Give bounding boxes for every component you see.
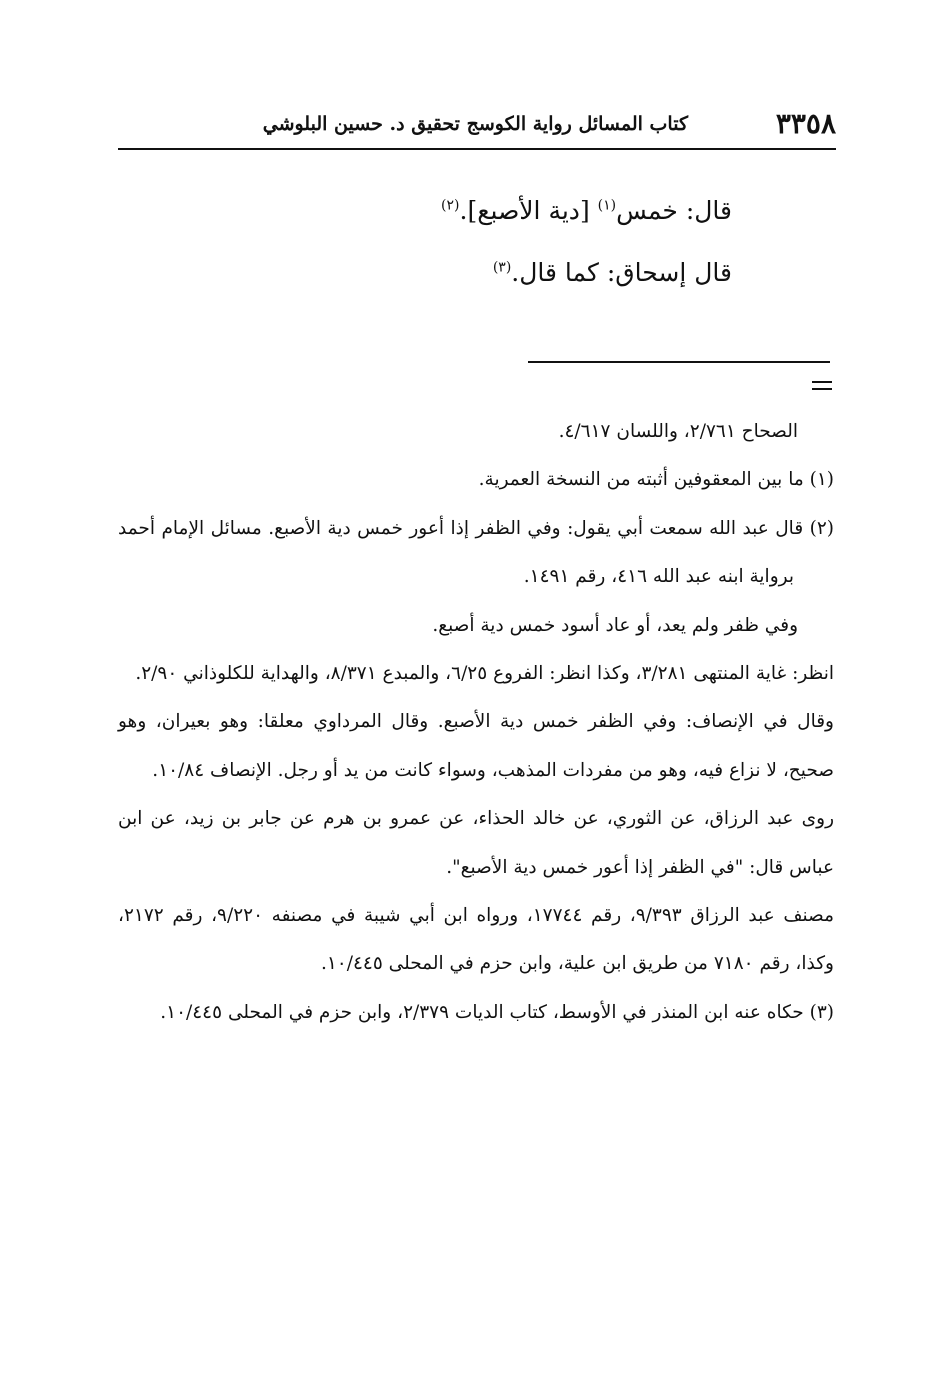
continuation-mark xyxy=(812,379,832,391)
footnote-separator xyxy=(528,361,830,363)
header-rule xyxy=(118,148,836,150)
main-line-1 xyxy=(300,180,732,242)
footnotes xyxy=(118,408,834,1037)
footnote-continuation: الصحاح ٢/٧٦١، واللسان ٤/٦١٧. xyxy=(558,421,798,442)
footnote-2-paragraph: وفي ظفر ولم يعد، أو عاد أسود خمس دية أصبع. xyxy=(432,614,798,636)
footnote-3: (٣) حكاه عنه ابن المنذر في الأوسط، كتاب الديات ٢/٣٧٩، وابن حزم في المحلى ١٠/٤٤٥. xyxy=(160,1001,834,1023)
footnote-ref-3: (٣) xyxy=(492,259,512,276)
footnote-ref-1: (١) xyxy=(597,197,617,214)
footnote-2-paragraph: انظر: غاية المنتهى ٣/٢٨١، وكذا انظر: الفروع ٦/٢٥، والمبدع ٨/٣٧١، والهداية للكلوذاني ٢/٩٠. xyxy=(135,663,834,685)
footnote-ref-2: (٢) xyxy=(441,197,460,214)
footnote-1: (١) ما بين المعقوفين أثبته من النسخة العمرية. xyxy=(478,469,834,491)
page-header xyxy=(118,104,836,144)
footnote-2: (٢) قال عبد الله سمعت أبي يقول: وفي الظفر إذا أعور خمس دية الأصبع. مسائل الإمام أحمد برواية ابنه عبد الله ٤١٦، رقم ١٤٩١. xyxy=(118,517,834,588)
footnote-2-paragraph: وقال في الإنصاف: وفي الظفر خمس دية الأصبع. وقال المرداوي معلقا: وهو بعيران، وهو صحيح، لا نزاع فيه، وهو من مفردات المذهب، وسواء كانت من يد أو رجل. الإنصاف ١٠/٨٤. xyxy=(118,711,834,781)
page-number: ٣٣٥٨ xyxy=(775,107,836,140)
main-line-1-text-b: [دية الأصبع]. xyxy=(459,196,598,225)
main-line-2 xyxy=(300,242,732,304)
running-title: كتاب المسائل رواية الكوسج تحقيق د. حسين البلوشي xyxy=(262,113,688,135)
main-line-2-text: قال إسحاق: كما قال. xyxy=(511,258,732,287)
footnote-2-paragraph: مصنف عبد الرزاق ٩/٣٩٣، رقم ١٧٧٤٤، ورواه ابن أبي شيبة في مصنفه ٩/٢٢٠، رقم ٢١٧٢، وكذا، رقم ٧١٨٠ من طريق ابن علية، وابن حزم في المحلى ١٠/٤٤٥. xyxy=(118,905,835,975)
main-line-1-text-a: قال: خمس xyxy=(616,196,732,225)
footnote-2-paragraph: روى عبد الرزاق، عن الثوري، عن خالد الحذاء، عن عمرو بن هرم عن جابر بن زيد، عن ابن عباس قال: "في الظفر إذا أعور خمس دية الأصبع". xyxy=(118,808,834,878)
main-text xyxy=(300,180,732,304)
